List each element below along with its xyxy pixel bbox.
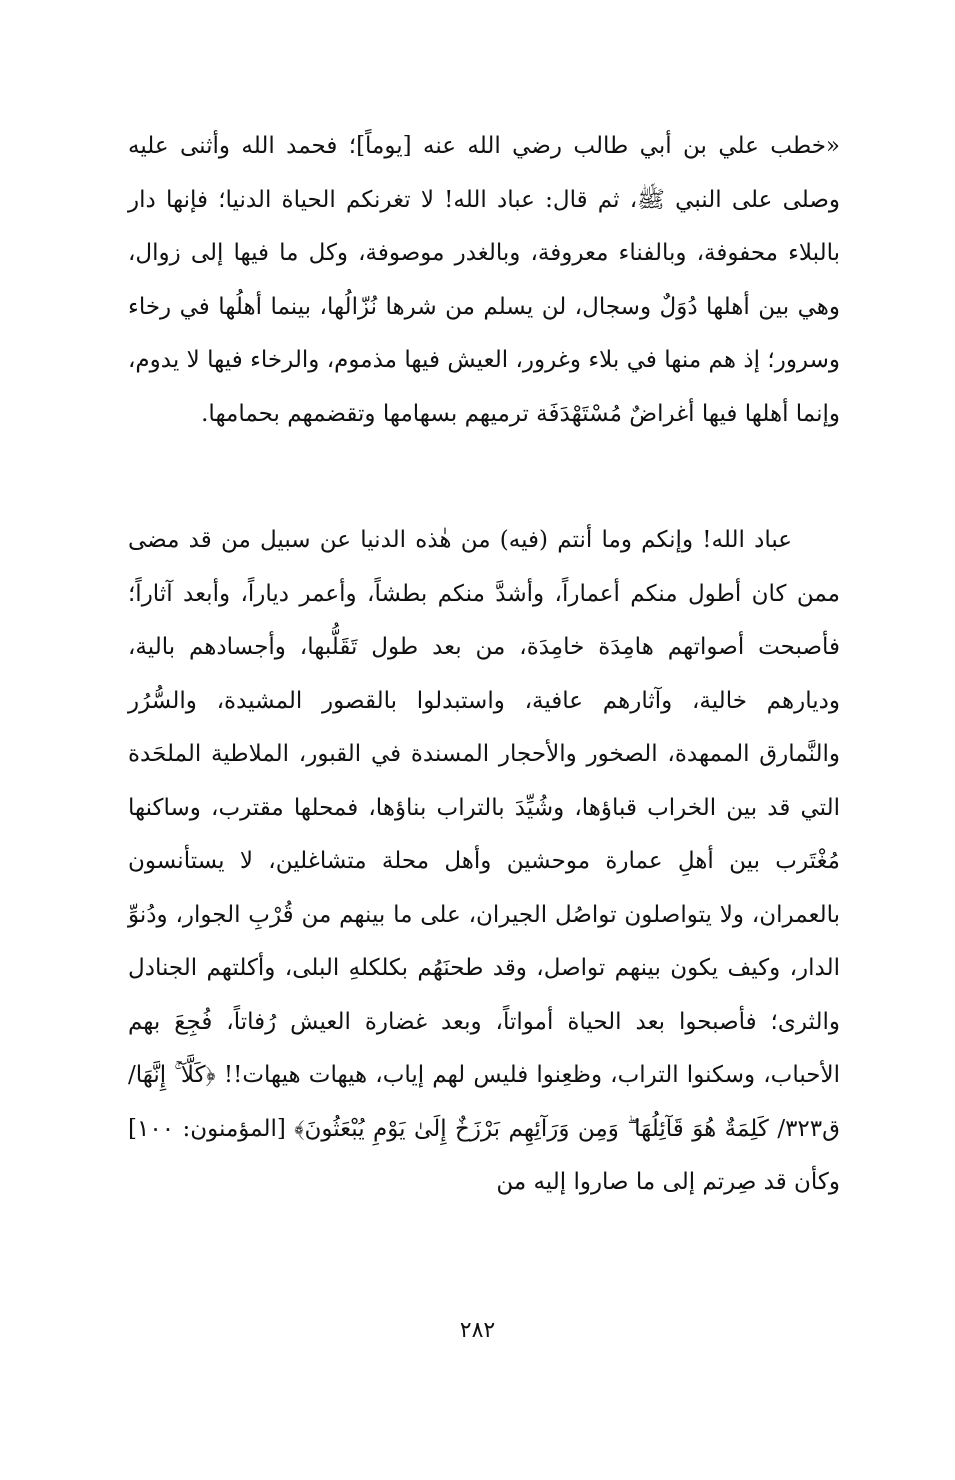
page-number: ٢٨٢ [459, 1318, 496, 1343]
body-paragraph-2: عباد الله! وإنكم وما أنتم (فيه) من هٰذه الدنيا عن سبيل من قد مضى ممن كان أطول منكم أعماراً، وأشدَّ منكم بطشاً، وأعمر دياراً، وأبعد آثاراً؛ فأصبحت أصواتهم هامِدَة خامِدَة، من بعد طول تَقَلُّبها، وأجسادهم بالية، وديارهم خالية، وآثارهم عافية، واستبدلوا بالقصور المشيدة، والسُّرُر والنَّمارق الممهدة، الصخور والأحجار المسندة في القبور، الملاطية الملحَدة التي قد بين الخراب قباؤها، وشُيِّدَ بالتراب بناؤها، فمحلها مقترب، وساكنها مُغْتَرب بين أهلِ عمارة موحشين وأهل محلة متشاغلين، لا يستأنسون بالعمران، ولا يتواصلون تواصُل الجيران، على ما بينهم من قُرْبِ الجوار، ودُنوِّ الدار، وكيف يكون بينهم تواصل، وقد طحنَهُم بكلكلهِ البلى، وأكلتهم الجنادل والثرى؛ فأصبحوا بعد الحياة أمواتاً، وبعد غضارة العيش رُفاتاً، فُجِعَ بهم الأحباب، وسكنوا التراب، وظعِنوا فليس لهم إياب، هيهات هيهات!! ﴿كَلَّآ ۚ إِنَّهَا/ ق٣٢٣/ كَلِمَةٌ هُوَ قَآئِلُهَا ۖ وَمِن وَرَآئِهِم بَرْزَخٌ إِلَىٰ يَوْمِ يُبْعَثُونَ﴾ [المؤمنون: ١٠٠] وكأن قد صِرتم إلى ما صاروا إليه من [128, 527, 840, 1195]
body-paragraph-1: «خطب علي بن أبي طالب رضي الله عنه [يوماً]؛ فحمد الله وأثنى عليه وصلى على النبي ﷺ، ثم قال: عباد الله! لا تغرنكم الحياة الدنيا؛ فإنها دار بالبلاء محفوفة، وبالفناء معروفة، وبالغدر موصوفة، وكل ما فيها إلى زوال، وهي بين أهلها دُوَلٌ وسجال، لن يسلم من شرها نُزّالُها، بينما أهلُها في رخاء وسرور؛ إذ هم منها في بلاء وغرور، العيش فيها مذموم، والرخاء فيها لا يدوم، وإنما أهلها فيها أغراضٌ مُسْتَهْدَفَة ترميهم بسهامها وتقضمهم بحمامها. [128, 133, 840, 427]
